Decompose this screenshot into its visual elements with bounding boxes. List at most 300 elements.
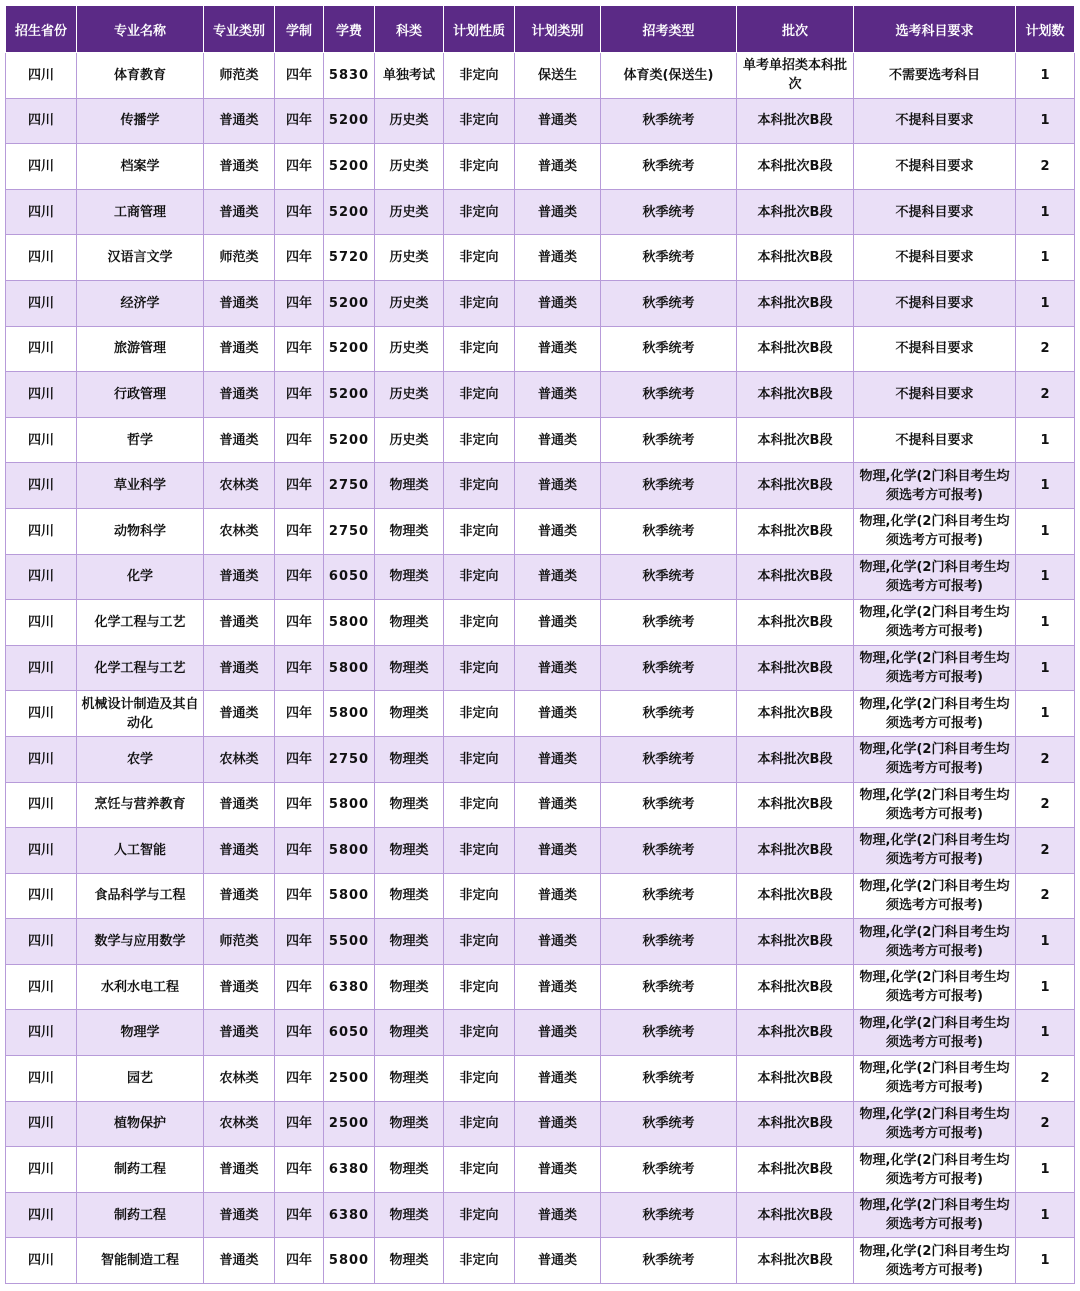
header-elective-requirement: 选考科目要求 [854, 6, 1016, 53]
elective-requirement-cell: 不提科目要求 [854, 417, 1016, 463]
plan-category-cell: 普通类 [515, 189, 601, 235]
duration-cell: 四年 [275, 508, 324, 554]
table-row [6, 1056, 1075, 1102]
major-category-cell: 普通类 [204, 1147, 275, 1193]
tuition-cell: 5200 [324, 326, 375, 372]
tuition-cell: 5720 [324, 235, 375, 281]
elective-requirement-cell: 物理,化学(2门科目考生均须选考方可报考) [854, 873, 1016, 919]
province-cell: 四川 [6, 964, 77, 1010]
major-name-cell: 草业科学 [77, 463, 204, 509]
elective-requirement-cell: 物理,化学(2门科目考生均须选考方可报考) [854, 554, 1016, 600]
duration-cell: 四年 [275, 782, 324, 828]
major-category-cell: 普通类 [204, 782, 275, 828]
header-exam-type: 招考类型 [601, 6, 737, 53]
plan-count-cell: 1 [1016, 53, 1075, 99]
major-category-cell: 农林类 [204, 1101, 275, 1147]
major-category-cell: 普通类 [204, 645, 275, 691]
batch-cell: 本科批次B段 [737, 417, 854, 463]
batch-cell: 本科批次B段 [737, 782, 854, 828]
header-major-name: 专业名称 [77, 6, 204, 53]
batch-cell: 本科批次B段 [737, 828, 854, 874]
plan-category-cell: 普通类 [515, 782, 601, 828]
header-province: 招生省份 [6, 6, 77, 53]
tuition-cell: 5200 [324, 189, 375, 235]
batch-cell: 单考单招类本科批次 [737, 53, 854, 99]
plan-nature-cell: 非定向 [444, 463, 515, 509]
plan-count-cell: 2 [1016, 326, 1075, 372]
subject-track-cell: 历史类 [375, 235, 444, 281]
province-cell: 四川 [6, 1101, 77, 1147]
exam-type-cell: 秋季统考 [601, 189, 737, 235]
major-name-cell: 物理学 [77, 1010, 204, 1056]
header-row [6, 6, 1075, 53]
tuition-cell: 5830 [324, 53, 375, 99]
table-row [6, 873, 1075, 919]
duration-cell: 四年 [275, 372, 324, 418]
plan-category-cell: 普通类 [515, 280, 601, 326]
plan-category-cell: 普通类 [515, 828, 601, 874]
batch-cell: 本科批次B段 [737, 964, 854, 1010]
province-cell: 四川 [6, 919, 77, 965]
subject-track-cell: 物理类 [375, 1192, 444, 1238]
major-category-cell: 农林类 [204, 1056, 275, 1102]
major-name-cell: 汉语言文学 [77, 235, 204, 281]
subject-track-cell: 物理类 [375, 1056, 444, 1102]
plan-nature-cell: 非定向 [444, 417, 515, 463]
subject-track-cell: 物理类 [375, 554, 444, 600]
major-name-cell: 化学工程与工艺 [77, 600, 204, 646]
plan-category-cell: 普通类 [515, 235, 601, 281]
major-category-cell: 师范类 [204, 53, 275, 99]
elective-requirement-cell: 物理,化学(2门科目考生均须选考方可报考) [854, 508, 1016, 554]
tuition-cell: 6050 [324, 1010, 375, 1056]
plan-category-cell: 普通类 [515, 463, 601, 509]
plan-category-cell: 普通类 [515, 964, 601, 1010]
tuition-cell: 5800 [324, 600, 375, 646]
plan-nature-cell: 非定向 [444, 1101, 515, 1147]
batch-cell: 本科批次B段 [737, 1101, 854, 1147]
plan-count-cell: 1 [1016, 1192, 1075, 1238]
batch-cell: 本科批次B段 [737, 1238, 854, 1284]
plan-category-cell: 普通类 [515, 1010, 601, 1056]
plan-category-cell: 普通类 [515, 144, 601, 190]
province-cell: 四川 [6, 144, 77, 190]
table-row [6, 1101, 1075, 1147]
major-name-cell: 植物保护 [77, 1101, 204, 1147]
plan-category-cell: 普通类 [515, 645, 601, 691]
plan-count-cell: 1 [1016, 645, 1075, 691]
subject-track-cell: 物理类 [375, 1238, 444, 1284]
major-name-cell: 化学工程与工艺 [77, 645, 204, 691]
province-cell: 四川 [6, 736, 77, 782]
major-category-cell: 普通类 [204, 1010, 275, 1056]
province-cell: 四川 [6, 873, 77, 919]
exam-type-cell: 秋季统考 [601, 1238, 737, 1284]
major-name-cell: 体育教育 [77, 53, 204, 99]
elective-requirement-cell: 不提科目要求 [854, 326, 1016, 372]
batch-cell: 本科批次B段 [737, 280, 854, 326]
plan-category-cell: 普通类 [515, 326, 601, 372]
table-body [6, 53, 1075, 1284]
duration-cell: 四年 [275, 98, 324, 144]
exam-type-cell: 秋季统考 [601, 554, 737, 600]
plan-nature-cell: 非定向 [444, 1010, 515, 1056]
major-category-cell: 农林类 [204, 463, 275, 509]
plan-nature-cell: 非定向 [444, 372, 515, 418]
major-name-cell: 园艺 [77, 1056, 204, 1102]
tuition-cell: 5800 [324, 873, 375, 919]
duration-cell: 四年 [275, 600, 324, 646]
plan-count-cell: 2 [1016, 873, 1075, 919]
duration-cell: 四年 [275, 919, 324, 965]
table-row [6, 372, 1075, 418]
plan-nature-cell: 非定向 [444, 964, 515, 1010]
elective-requirement-cell: 物理,化学(2门科目考生均须选考方可报考) [854, 600, 1016, 646]
major-name-cell: 档案学 [77, 144, 204, 190]
exam-type-cell: 秋季统考 [601, 372, 737, 418]
plan-count-cell: 1 [1016, 919, 1075, 965]
plan-nature-cell: 非定向 [444, 782, 515, 828]
tuition-cell: 2500 [324, 1101, 375, 1147]
subject-track-cell: 物理类 [375, 736, 444, 782]
table-row [6, 782, 1075, 828]
duration-cell: 四年 [275, 53, 324, 99]
table-row [6, 53, 1075, 99]
plan-category-cell: 普通类 [515, 98, 601, 144]
table-row [6, 1192, 1075, 1238]
plan-nature-cell: 非定向 [444, 189, 515, 235]
elective-requirement-cell: 物理,化学(2门科目考生均须选考方可报考) [854, 919, 1016, 965]
exam-type-cell: 秋季统考 [601, 1010, 737, 1056]
table-row [6, 1010, 1075, 1056]
exam-type-cell: 秋季统考 [601, 463, 737, 509]
exam-type-cell: 秋季统考 [601, 736, 737, 782]
plan-count-cell: 1 [1016, 964, 1075, 1010]
duration-cell: 四年 [275, 691, 324, 737]
plan-count-cell: 2 [1016, 372, 1075, 418]
exam-type-cell: 秋季统考 [601, 600, 737, 646]
header-major-category: 专业类别 [204, 6, 275, 53]
plan-category-cell: 普通类 [515, 554, 601, 600]
header-tuition: 学费 [324, 6, 375, 53]
subject-track-cell: 历史类 [375, 189, 444, 235]
table-row [6, 280, 1075, 326]
subject-track-cell: 物理类 [375, 964, 444, 1010]
plan-nature-cell: 非定向 [444, 1056, 515, 1102]
elective-requirement-cell: 物理,化学(2门科目考生均须选考方可报考) [854, 964, 1016, 1010]
major-name-cell: 烹饪与营养教育 [77, 782, 204, 828]
duration-cell: 四年 [275, 189, 324, 235]
major-category-cell: 农林类 [204, 736, 275, 782]
table-row [6, 1238, 1075, 1284]
duration-cell: 四年 [275, 554, 324, 600]
plan-category-cell: 普通类 [515, 417, 601, 463]
subject-track-cell: 物理类 [375, 873, 444, 919]
tuition-cell: 2750 [324, 736, 375, 782]
province-cell: 四川 [6, 1238, 77, 1284]
subject-track-cell: 物理类 [375, 782, 444, 828]
plan-count-cell: 1 [1016, 235, 1075, 281]
table-row [6, 964, 1075, 1010]
duration-cell: 四年 [275, 1056, 324, 1102]
header-subject-track: 科类 [375, 6, 444, 53]
elective-requirement-cell: 物理,化学(2门科目考生均须选考方可报考) [854, 1056, 1016, 1102]
major-name-cell: 数学与应用数学 [77, 919, 204, 965]
plan-nature-cell: 非定向 [444, 53, 515, 99]
major-name-cell: 人工智能 [77, 828, 204, 874]
tuition-cell: 5800 [324, 828, 375, 874]
header-plan-nature: 计划性质 [444, 6, 515, 53]
major-category-cell: 普通类 [204, 98, 275, 144]
batch-cell: 本科批次B段 [737, 508, 854, 554]
exam-type-cell: 秋季统考 [601, 417, 737, 463]
plan-category-cell: 普通类 [515, 1192, 601, 1238]
major-category-cell: 普通类 [204, 1238, 275, 1284]
plan-nature-cell: 非定向 [444, 280, 515, 326]
plan-count-cell: 2 [1016, 144, 1075, 190]
province-cell: 四川 [6, 782, 77, 828]
exam-type-cell: 秋季统考 [601, 1147, 737, 1193]
subject-track-cell: 历史类 [375, 280, 444, 326]
subject-track-cell: 单独考试 [375, 53, 444, 99]
elective-requirement-cell: 不提科目要求 [854, 98, 1016, 144]
exam-type-cell: 体育类(保送生) [601, 53, 737, 99]
tuition-cell: 5200 [324, 144, 375, 190]
plan-category-cell: 普通类 [515, 736, 601, 782]
exam-type-cell: 秋季统考 [601, 508, 737, 554]
plan-nature-cell: 非定向 [444, 600, 515, 646]
elective-requirement-cell: 不提科目要求 [854, 280, 1016, 326]
exam-type-cell: 秋季统考 [601, 782, 737, 828]
batch-cell: 本科批次B段 [737, 600, 854, 646]
table-row [6, 691, 1075, 737]
exam-type-cell: 秋季统考 [601, 645, 737, 691]
elective-requirement-cell: 物理,化学(2门科目考生均须选考方可报考) [854, 1101, 1016, 1147]
major-category-cell: 普通类 [204, 372, 275, 418]
tuition-cell: 5200 [324, 98, 375, 144]
duration-cell: 四年 [275, 1238, 324, 1284]
province-cell: 四川 [6, 417, 77, 463]
elective-requirement-cell: 不提科目要求 [854, 144, 1016, 190]
elective-requirement-cell: 不提科目要求 [854, 372, 1016, 418]
elective-requirement-cell: 物理,化学(2门科目考生均须选考方可报考) [854, 645, 1016, 691]
major-name-cell: 水利水电工程 [77, 964, 204, 1010]
duration-cell: 四年 [275, 280, 324, 326]
province-cell: 四川 [6, 372, 77, 418]
plan-nature-cell: 非定向 [444, 508, 515, 554]
batch-cell: 本科批次B段 [737, 1147, 854, 1193]
exam-type-cell: 秋季统考 [601, 280, 737, 326]
major-category-cell: 师范类 [204, 919, 275, 965]
plan-category-cell: 普通类 [515, 600, 601, 646]
major-name-cell: 哲学 [77, 417, 204, 463]
province-cell: 四川 [6, 1010, 77, 1056]
duration-cell: 四年 [275, 417, 324, 463]
plan-nature-cell: 非定向 [444, 736, 515, 782]
tuition-cell: 2500 [324, 1056, 375, 1102]
plan-nature-cell: 非定向 [444, 1192, 515, 1238]
plan-nature-cell: 非定向 [444, 235, 515, 281]
subject-track-cell: 物理类 [375, 828, 444, 874]
tuition-cell: 5800 [324, 645, 375, 691]
header-batch: 批次 [737, 6, 854, 53]
duration-cell: 四年 [275, 1010, 324, 1056]
province-cell: 四川 [6, 53, 77, 99]
plan-count-cell: 1 [1016, 417, 1075, 463]
plan-nature-cell: 非定向 [444, 144, 515, 190]
subject-track-cell: 历史类 [375, 144, 444, 190]
major-category-cell: 普通类 [204, 144, 275, 190]
table-row [6, 417, 1075, 463]
plan-count-cell: 1 [1016, 98, 1075, 144]
subject-track-cell: 物理类 [375, 1147, 444, 1193]
exam-type-cell: 秋季统考 [601, 326, 737, 372]
table-row [6, 189, 1075, 235]
elective-requirement-cell: 不提科目要求 [854, 235, 1016, 281]
header-plan-category: 计划类别 [515, 6, 601, 53]
province-cell: 四川 [6, 600, 77, 646]
plan-category-cell: 普通类 [515, 1147, 601, 1193]
plan-category-cell: 普通类 [515, 1056, 601, 1102]
major-name-cell: 机械设计制造及其自动化 [77, 691, 204, 737]
subject-track-cell: 历史类 [375, 98, 444, 144]
province-cell: 四川 [6, 1192, 77, 1238]
plan-nature-cell: 非定向 [444, 1147, 515, 1193]
subject-track-cell: 历史类 [375, 417, 444, 463]
major-name-cell: 动物科学 [77, 508, 204, 554]
batch-cell: 本科批次B段 [737, 372, 854, 418]
table-row [6, 919, 1075, 965]
subject-track-cell: 物理类 [375, 463, 444, 509]
batch-cell: 本科批次B段 [737, 691, 854, 737]
table-row [6, 736, 1075, 782]
province-cell: 四川 [6, 189, 77, 235]
province-cell: 四川 [6, 98, 77, 144]
major-category-cell: 普通类 [204, 1192, 275, 1238]
plan-nature-cell: 非定向 [444, 828, 515, 874]
subject-track-cell: 物理类 [375, 1010, 444, 1056]
major-name-cell: 食品科学与工程 [77, 873, 204, 919]
duration-cell: 四年 [275, 964, 324, 1010]
batch-cell: 本科批次B段 [737, 919, 854, 965]
batch-cell: 本科批次B段 [737, 1056, 854, 1102]
plan-count-cell: 1 [1016, 600, 1075, 646]
exam-type-cell: 秋季统考 [601, 235, 737, 281]
plan-category-cell: 普通类 [515, 1101, 601, 1147]
duration-cell: 四年 [275, 235, 324, 281]
elective-requirement-cell: 物理,化学(2门科目考生均须选考方可报考) [854, 1147, 1016, 1193]
elective-requirement-cell: 物理,化学(2门科目考生均须选考方可报考) [854, 828, 1016, 874]
province-cell: 四川 [6, 691, 77, 737]
batch-cell: 本科批次B段 [737, 1192, 854, 1238]
major-name-cell: 智能制造工程 [77, 1238, 204, 1284]
plan-nature-cell: 非定向 [444, 691, 515, 737]
tuition-cell: 5800 [324, 691, 375, 737]
province-cell: 四川 [6, 828, 77, 874]
province-cell: 四川 [6, 326, 77, 372]
plan-count-cell: 1 [1016, 189, 1075, 235]
major-category-cell: 普通类 [204, 828, 275, 874]
elective-requirement-cell: 物理,化学(2门科目考生均须选考方可报考) [854, 782, 1016, 828]
duration-cell: 四年 [275, 736, 324, 782]
plan-count-cell: 1 [1016, 463, 1075, 509]
tuition-cell: 5500 [324, 919, 375, 965]
table-row [6, 508, 1075, 554]
plan-category-cell: 普通类 [515, 1238, 601, 1284]
table-row [6, 326, 1075, 372]
admission-plan-table [5, 5, 1075, 1284]
major-category-cell: 普通类 [204, 417, 275, 463]
batch-cell: 本科批次B段 [737, 1010, 854, 1056]
duration-cell: 四年 [275, 645, 324, 691]
plan-count-cell: 1 [1016, 554, 1075, 600]
plan-category-cell: 普通类 [515, 372, 601, 418]
province-cell: 四川 [6, 463, 77, 509]
elective-requirement-cell: 物理,化学(2门科目考生均须选考方可报考) [854, 1010, 1016, 1056]
duration-cell: 四年 [275, 144, 324, 190]
table-row [6, 1147, 1075, 1193]
exam-type-cell: 秋季统考 [601, 98, 737, 144]
elective-requirement-cell: 物理,化学(2门科目考生均须选考方可报考) [854, 736, 1016, 782]
major-name-cell: 化学 [77, 554, 204, 600]
table-row [6, 235, 1075, 281]
subject-track-cell: 历史类 [375, 372, 444, 418]
table-row [6, 828, 1075, 874]
major-name-cell: 制药工程 [77, 1192, 204, 1238]
major-category-cell: 普通类 [204, 691, 275, 737]
duration-cell: 四年 [275, 828, 324, 874]
batch-cell: 本科批次B段 [737, 144, 854, 190]
batch-cell: 本科批次B段 [737, 873, 854, 919]
plan-count-cell: 2 [1016, 1101, 1075, 1147]
major-name-cell: 农学 [77, 736, 204, 782]
province-cell: 四川 [6, 235, 77, 281]
subject-track-cell: 物理类 [375, 600, 444, 646]
batch-cell: 本科批次B段 [737, 554, 854, 600]
plan-nature-cell: 非定向 [444, 98, 515, 144]
subject-track-cell: 物理类 [375, 691, 444, 737]
plan-count-cell: 1 [1016, 508, 1075, 554]
subject-track-cell: 历史类 [375, 326, 444, 372]
exam-type-cell: 秋季统考 [601, 1101, 737, 1147]
plan-category-cell: 普通类 [515, 691, 601, 737]
batch-cell: 本科批次B段 [737, 235, 854, 281]
major-category-cell: 普通类 [204, 554, 275, 600]
batch-cell: 本科批次B段 [737, 463, 854, 509]
plan-count-cell: 1 [1016, 1238, 1075, 1284]
exam-type-cell: 秋季统考 [601, 691, 737, 737]
table-row [6, 554, 1075, 600]
batch-cell: 本科批次B段 [737, 189, 854, 235]
tuition-cell: 6380 [324, 1147, 375, 1193]
exam-type-cell: 秋季统考 [601, 1192, 737, 1238]
plan-count-cell: 2 [1016, 782, 1075, 828]
duration-cell: 四年 [275, 326, 324, 372]
province-cell: 四川 [6, 1056, 77, 1102]
plan-count-cell: 1 [1016, 1147, 1075, 1193]
exam-type-cell: 秋季统考 [601, 873, 737, 919]
tuition-cell: 5200 [324, 372, 375, 418]
major-category-cell: 普通类 [204, 600, 275, 646]
plan-nature-cell: 非定向 [444, 1238, 515, 1284]
plan-count-cell: 1 [1016, 1010, 1075, 1056]
major-category-cell: 普通类 [204, 280, 275, 326]
exam-type-cell: 秋季统考 [601, 144, 737, 190]
batch-cell: 本科批次B段 [737, 736, 854, 782]
subject-track-cell: 物理类 [375, 645, 444, 691]
province-cell: 四川 [6, 645, 77, 691]
major-category-cell: 农林类 [204, 508, 275, 554]
